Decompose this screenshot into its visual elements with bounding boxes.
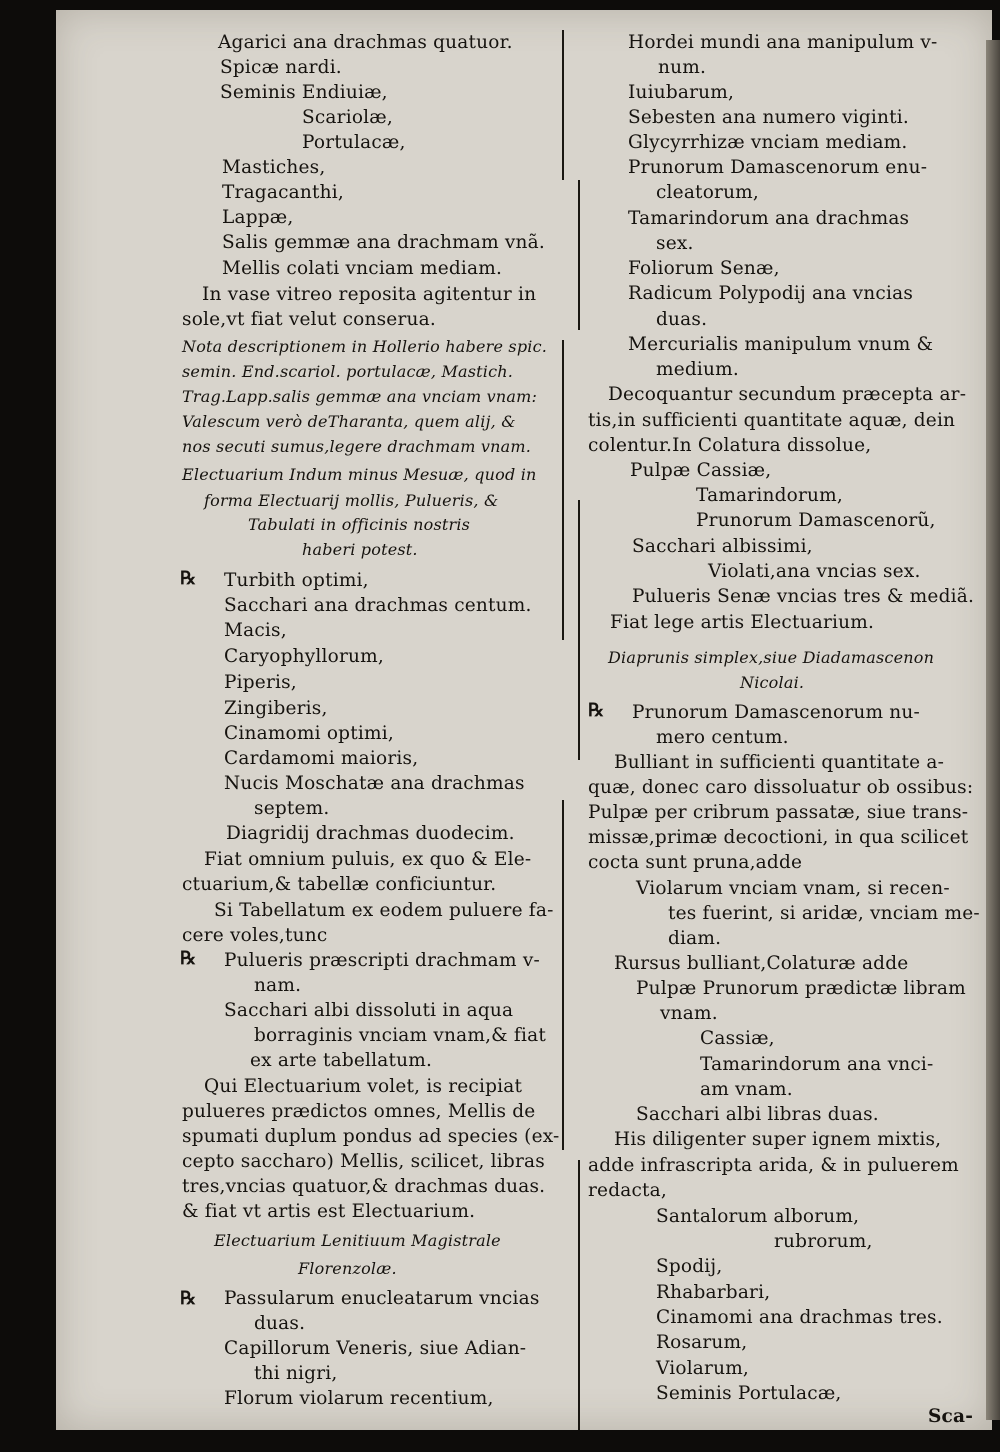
right-column-line: rubrorum, <box>774 1231 873 1252</box>
right-column-line: Santalorum alborum, <box>656 1206 860 1227</box>
right-column-line: Rhabarbari, <box>656 1282 771 1303</box>
right-column-line: Violati,ana vncias sex. <box>708 561 921 582</box>
right-column-line: Mercurialis manipulum vnum & <box>628 334 934 355</box>
catchword: Sca- <box>928 1406 974 1427</box>
right-column-line: Pulpæ per cribrum passatæ, siue trans- <box>588 802 969 823</box>
left-column-line: Sacchari ana drachmas centum. <box>224 595 532 616</box>
left-column-line: Mastiches, <box>222 157 326 178</box>
left-column-line: pulueres prædictos omnes, Mellis de <box>182 1101 536 1122</box>
page-edge <box>986 40 1000 1420</box>
left-column-line: tres,vncias quatuor,& drachmas duas. <box>182 1176 546 1197</box>
right-column-line: Fiat lege artis Electuarium. <box>610 612 875 633</box>
recipe-sign: ℞ <box>588 700 605 721</box>
left-column-line: thi nigri, <box>254 1363 338 1384</box>
right-column-line: redacta, <box>588 1180 667 1201</box>
left-column-line: Portulacæ, <box>302 132 406 153</box>
recipe-sign: ℞ <box>180 568 197 589</box>
right-column-line: Prunorum Damascenorũ, <box>696 510 936 531</box>
right-column-line: quæ, donec caro dissoluatur ob ossibus: <box>588 777 974 798</box>
left-column-line: Electuarium Lenitiuum Magistrale <box>214 1231 501 1250</box>
right-column-line: diam. <box>668 928 722 949</box>
left-column-line: cepto saccharo) Mellis, scilicet, libras <box>182 1151 545 1172</box>
left-column-line: Macis, <box>224 620 287 641</box>
left-column-line: Nota descriptionem in Hollerio habere spic. <box>182 337 548 356</box>
left-column-line: Capillorum Veneris, siue Adian- <box>224 1338 527 1359</box>
left-column-line: Qui Electuarium volet, is recipiat <box>204 1076 523 1097</box>
left-column-line: forma Electuarij mollis, Pulueris, & <box>204 491 499 510</box>
right-column-line: Tamarindorum, <box>696 485 843 506</box>
left-column-line: Florum violarum recentium, <box>224 1388 494 1409</box>
left-column-line: Valescum verò deTharanta, quem alij, & <box>182 412 516 431</box>
right-column-line: Decoquantur secundum præcepta ar- <box>608 384 967 405</box>
right-column-line: duas. <box>656 309 708 330</box>
right-column-line: colentur.In Colatura dissolue, <box>588 435 872 456</box>
column-rule <box>562 30 564 180</box>
left-column-line: Pulueris præscripti drachmam v- <box>224 950 540 971</box>
right-column-line: Diaprunis simplex,siue Diadamascenon <box>608 648 935 667</box>
left-column-line: nam. <box>254 975 302 996</box>
left-column-line: haberi potest. <box>302 540 418 559</box>
column-rule <box>578 500 580 760</box>
left-column-line: Si Tabellatum ex eodem puluere fa- <box>214 900 554 921</box>
left-column-line: Cardamomi maioris, <box>224 748 419 769</box>
left-column-line: Lappæ, <box>222 207 294 228</box>
left-column-line: In vase vitreo reposita agitentur in <box>202 284 537 305</box>
right-column-line: Cinamomi ana drachmas tres. <box>656 1307 943 1328</box>
right-column-line: Radicum Polypodij ana vncias <box>628 283 914 304</box>
left-column-line: duas. <box>254 1313 306 1334</box>
left-column-line: Tabulati in officinis nostris <box>248 515 471 534</box>
left-column-line: Nucis Moschatæ ana drachmas <box>224 773 525 794</box>
right-column-line: Tamarindorum ana drachmas <box>628 208 910 229</box>
left-column-line: semin. End.scariol. portulacæ, Mastich. <box>182 362 514 381</box>
right-column-line: cocta sunt pruna,adde <box>588 852 803 873</box>
recipe-sign: ℞ <box>180 948 197 969</box>
left-column-line: Caryophyllorum, <box>224 646 384 667</box>
left-column-line: Zingiberis, <box>224 698 328 719</box>
right-column-line: His diligenter super ignem mixtis, <box>614 1129 942 1150</box>
right-column-line: Violarum, <box>656 1358 750 1379</box>
column-rule <box>578 1160 580 1430</box>
right-column-line: Prunorum Damascenorum nu- <box>632 702 920 723</box>
right-column-line: medium. <box>656 359 739 380</box>
left-column-line: Passularum enucleatarum vncias <box>224 1288 540 1309</box>
left-column-line: ctuarium,& tabellæ conficiuntur. <box>182 874 497 895</box>
left-column-line: & fiat vt artis est Electuarium. <box>182 1201 476 1222</box>
right-column-line: am vnam. <box>700 1079 793 1100</box>
right-column-line: Hordei mundi ana manipulum v- <box>628 32 938 53</box>
right-column-line: Sacchari albissimi, <box>632 536 813 557</box>
left-column-line: Trag.Lapp.salis gemmæ ana vnciam vnam: <box>182 387 538 406</box>
left-column-line: Diagridij drachmas duodecim. <box>226 823 515 844</box>
left-column-line: Piperis, <box>224 672 297 693</box>
right-column-line: Bulliant in sufficienti quantitate a- <box>614 752 945 773</box>
left-column-line: Sacchari albi dissoluti in aqua <box>224 1000 514 1021</box>
right-column-line: Pulpæ Cassiæ, <box>630 460 772 481</box>
left-column-line: septem. <box>254 798 330 819</box>
right-column-line: vnam. <box>660 1003 718 1024</box>
right-column-line: Nicolai. <box>740 673 805 692</box>
right-column-line: tes fuerint, si aridæ, vnciam me- <box>668 903 980 924</box>
right-column-line: sex. <box>656 233 694 254</box>
left-column-line: sole,vt fiat velut conserua. <box>182 309 436 330</box>
left-column-line: Florenzolæ. <box>298 1259 397 1278</box>
right-column-line: adde infrascripta arida, & in puluerem <box>588 1155 959 1176</box>
left-column-line: Seminis Endiuiæ, <box>220 82 388 103</box>
left-column-line: Fiat omnium puluis, ex quo & Ele- <box>204 849 532 870</box>
left-column-line: Scariolæ, <box>302 107 393 128</box>
left-column-line: ex arte tabellatum. <box>250 1050 433 1071</box>
right-column-line: Iuiubarum, <box>628 82 735 103</box>
left-column-line: Spicæ nardi. <box>220 57 342 78</box>
right-column-line: Glycyrrhizæ vnciam mediam. <box>628 132 908 153</box>
left-column-line: borraginis vnciam vnam,& fiat <box>254 1025 546 1046</box>
right-column-line: mero centum. <box>656 727 789 748</box>
right-column-line: cleatorum, <box>656 182 760 203</box>
right-column-line: Prunorum Damascenorum enu- <box>628 157 928 178</box>
right-column-line: missæ,primæ decoctioni, in qua scilicet <box>588 827 969 848</box>
column-rule <box>578 180 580 330</box>
right-column-line: Pulueris Senæ vncias tres & mediã. <box>632 586 975 607</box>
left-column-line: Cinamomi optimi, <box>224 723 394 744</box>
right-column-line: Foliorum Senæ, <box>628 258 780 279</box>
right-column-line: tis,in sufficienti quantitate aquæ, dein <box>588 410 956 431</box>
right-column-line: Pulpæ Prunorum prædictæ libram <box>636 978 966 999</box>
column-rule <box>562 800 564 1150</box>
left-column-line: nos secuti sumus,legere drachmam vnam. <box>182 437 532 456</box>
right-column-line: Rosarum, <box>656 1332 748 1353</box>
left-column-line: spumati duplum pondus ad species (ex- <box>182 1126 560 1147</box>
left-column-line: Salis gemmæ ana drachmam vnã. <box>222 232 545 253</box>
left-column-line: Electuarium Indum minus Mesuæ, quod in <box>182 465 537 484</box>
right-column-line: Tamarindorum ana vnci- <box>700 1054 934 1075</box>
right-column-line: Spodij, <box>656 1256 723 1277</box>
right-column-line: Rursus bulliant,Colaturæ adde <box>614 953 909 974</box>
left-column-line: cere voles,tunc <box>182 925 328 946</box>
recipe-sign: ℞ <box>180 1288 197 1309</box>
left-column-line: Tragacanthi, <box>222 182 344 203</box>
right-column-line: Cassiæ, <box>700 1028 775 1049</box>
left-column-line: Agarici ana drachmas quatuor. <box>218 32 513 53</box>
right-column-line: num. <box>658 57 707 78</box>
column-rule <box>562 340 564 640</box>
right-column-line: Sebesten ana numero viginti. <box>628 107 909 128</box>
left-column-line: Turbith optimi, <box>224 570 369 591</box>
right-column-line: Sacchari albi libras duas. <box>636 1104 879 1125</box>
left-column-line: Mellis colati vnciam mediam. <box>222 258 503 279</box>
right-column-line: Violarum vnciam vnam, si recen- <box>636 878 950 899</box>
right-column-line: Seminis Portulacæ, <box>656 1383 842 1404</box>
